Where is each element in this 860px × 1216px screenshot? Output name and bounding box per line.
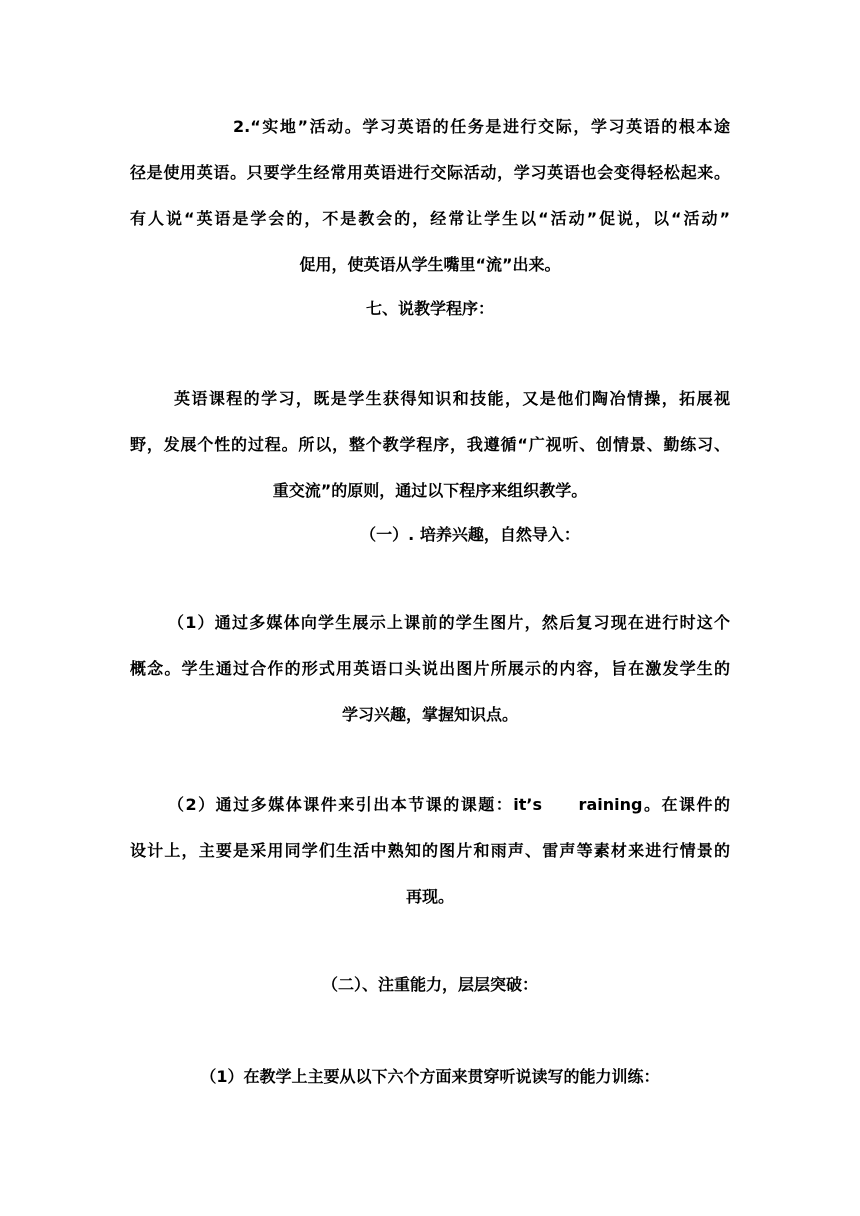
paragraph-line: 设计上，主要是采用同学们生活中熟知的图片和雨声、雷声等素材来进行情景的: [130, 841, 730, 860]
paragraph-line: 促用，使英语从学生嘴里“流”出来。: [299, 255, 561, 274]
paragraph-line: 再现。: [405, 887, 454, 906]
subsection-heading: （二）、注重能力，层层突破：: [321, 975, 538, 994]
paragraph-line: （1）通过多媒体向学生展示上课前的学生图片，然后复习现在进行时这个: [168, 613, 730, 632]
paragraph-line: 学习兴趣，掌握知识点。: [341, 705, 518, 724]
section-heading: 七、说教学程序：: [365, 299, 494, 318]
subsection-heading: （一）. 培养兴趣，自然导入：: [360, 525, 580, 544]
paragraph-line: （2）通过多媒体课件来引出本节课的课题：it’s raining。在课件的: [168, 795, 730, 814]
paragraph-line: 英语课程的学习，既是学生获得知识和技能，又是他们陶冶情操，拓展视: [174, 389, 730, 408]
paragraph-line: 概念。学生通过合作的形式用英语口头说出图片所展示的内容，旨在激发学生的: [130, 659, 730, 678]
paragraph-line: 有人说“英语是学会的，不是教会的，经常让学生以“活动”促说，以“活动”: [130, 209, 730, 228]
paragraph-line: 野，发展个性的过程。所以，整个教学程序，我遵循“广视听、创情景、勤练习、: [130, 435, 730, 454]
paragraph-line: 重交流”的原则，通过以下程序来组织教学。: [272, 481, 588, 500]
paragraph-line: 径是使用英语。只要学生经常用英语进行交际活动，学习英语也会变得轻松起来。: [130, 163, 730, 182]
paragraph-line: （1）在教学上主要从以下六个方面来贯穿听说读写的能力训练：: [200, 1067, 660, 1086]
paragraph-line: 2.“实地”活动。学习英语的任务是进行交际，学习英语的根本途: [233, 117, 730, 136]
